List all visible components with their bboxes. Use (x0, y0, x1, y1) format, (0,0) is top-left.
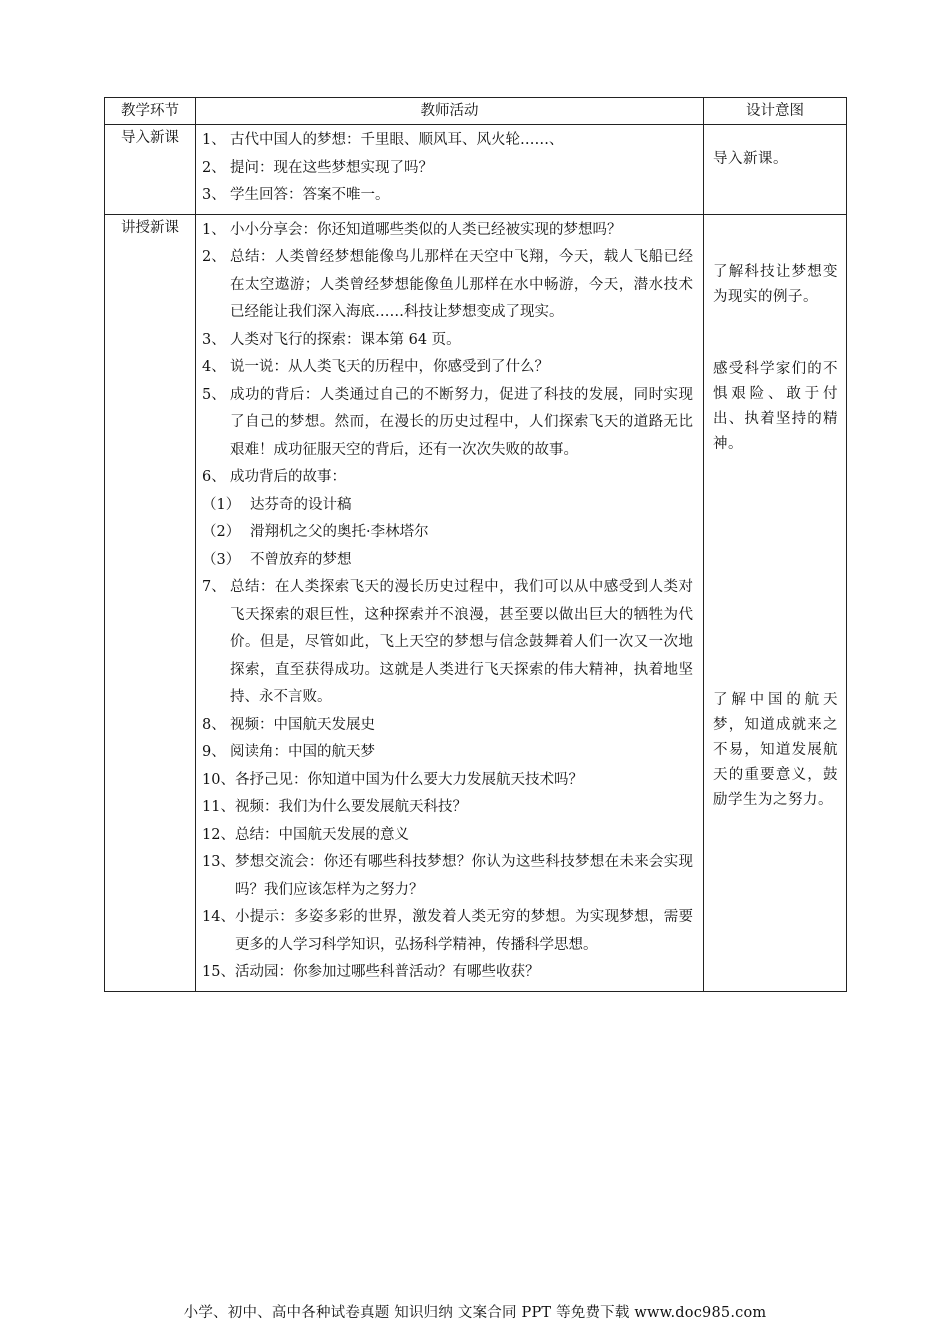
item-text: 提问：现在这些梦想实现了吗？ (230, 159, 433, 176)
list-item (202, 464, 693, 492)
item-number: 8、 (202, 716, 226, 733)
item-number: 12、 (202, 826, 235, 843)
stage-cell: 导入新课 (105, 125, 196, 215)
item-number: 2、 (202, 159, 226, 176)
item-number: 5、 (202, 386, 226, 403)
item-text: 视频：我们为什么要发展航天科技？ (234, 799, 467, 815)
list-item (202, 904, 693, 959)
item-text: 总结：中国航天发展的意义 (234, 826, 409, 843)
lesson-plan-table (104, 97, 847, 992)
sub-list-item (202, 519, 693, 547)
header-row (105, 98, 847, 125)
item-text: 梦想交流会：你还有哪些科技梦想？你认为这些科技梦想在未来会实现吗？我们应该怎样为之努力？ (234, 854, 693, 898)
list-item (202, 127, 693, 155)
list-item (202, 739, 693, 767)
list-item (202, 382, 693, 465)
page-footer: 小学、初中、高中各种试卷真题 知识归纳 文案合同 PPT 等免费下载 www.doc985.com (183, 1305, 767, 1321)
item-number: （3） (202, 551, 241, 568)
item-number: 1、 (202, 221, 226, 238)
intent-text: 了解科技让梦想变为现实的例子。 (713, 263, 838, 305)
item-text: 小小分享会：你还知道哪些类似的人类已经被实现的梦想吗？ (230, 221, 622, 238)
item-text: 小提示：多姿多彩的世界，激发着人类无穷的梦想。为实现梦想，需要更多的人学习科学知识，弘扬科学精神，传播科学思想。 (234, 909, 693, 953)
header-teacher-activity: 教师活动 (196, 98, 704, 125)
item-number: 15、 (202, 964, 235, 980)
item-number: （2） (202, 524, 241, 540)
intent-text: 了解中国的航天梦，知道成就来之不易，知道发展航天的重要意义，鼓励学生为之努力。 (713, 691, 838, 808)
list-item (202, 155, 693, 183)
item-text: 学生回答：答案不唯一。 (230, 187, 390, 203)
list-item (202, 712, 693, 740)
item-text: 总结：人类曾经梦想能像鸟儿那样在天空中飞翔，今天，载人飞船已经在太空遨游；人类曾经梦想能像鱼儿那样在水中畅游，今天，潜水技术已经能让我们深入海底……科技让梦想变成了现实。 (230, 249, 693, 320)
header-stage: 教学环节 (105, 98, 196, 125)
item-number: 7、 (202, 579, 226, 595)
item-text: 人类对飞行的探索：课本第 64 页。 (230, 331, 461, 348)
intent-cell (704, 125, 847, 215)
list-item (202, 794, 693, 822)
header-design-intent: 设计意图 (704, 98, 847, 125)
item-text: 达芬奇的设计稿 (250, 496, 352, 513)
list-item (202, 182, 693, 210)
item-text: 成功背后的故事： (230, 469, 346, 485)
sub-list-item (202, 492, 693, 520)
item-number: 4、 (202, 359, 226, 375)
item-text: 不曾放弃的梦想 (250, 551, 352, 568)
activity-cell (196, 214, 704, 991)
table-row (105, 125, 847, 215)
list-item (202, 822, 693, 850)
item-number: 6、 (202, 469, 226, 485)
item-text: 古代中国人的梦想：千里眼、顺风耳、风火轮……、 (230, 132, 564, 148)
item-number: 2、 (202, 249, 226, 265)
item-number: 13、 (202, 854, 235, 870)
list-item (202, 959, 693, 987)
item-text: 总结：在人类探索飞天的漫长历史过程中，我们可以从中感受到人类对飞天探索的艰巨性，这种探索并不浪漫，甚至要以做出巨大的牺牲为代价。但是，尽管如此，飞上天空的梦想与信念鼓舞着人们一次又一次地探索，直至获得成功。这就是人类进行飞天探索的伟大精神，执着地坚持、永不言败。 (230, 579, 693, 705)
intent-text: 感受科学家们的不惧艰险、敢于付出、执着坚持的精神。 (713, 360, 838, 452)
item-number: 9、 (202, 744, 226, 760)
list-item (202, 767, 693, 795)
item-text: 各抒己见：你知道中国为什么要大力发展航天技术吗？ (234, 771, 583, 788)
sub-list-item (202, 547, 693, 575)
table-row (105, 214, 847, 991)
list-item (202, 574, 693, 712)
item-number: 3、 (202, 187, 226, 203)
item-text: 阅读角：中国的航天梦 (230, 744, 375, 760)
list-item (202, 354, 693, 382)
activity-cell (196, 125, 704, 215)
item-text: 活动园：你参加过哪些科普活动？有哪些收获？ (234, 964, 540, 980)
intent-text: 导入新课。 (713, 151, 788, 167)
item-number: 14、 (202, 909, 235, 925)
item-text: 视频：中国航天发展史 (230, 716, 375, 733)
list-item (202, 849, 693, 904)
list-item (202, 327, 693, 355)
item-text: 说一说：从人类飞天的历程中，你感受到了什么？ (230, 359, 549, 375)
item-number: 3、 (202, 331, 226, 348)
item-number: 1、 (202, 132, 226, 148)
list-item (202, 217, 693, 245)
item-number: （1） (202, 496, 241, 513)
item-text: 成功的背后：人类通过自己的不断努力，促进了科技的发展，同时实现了自己的梦想。然而，在漫长的历史过程中，人们探索飞天的道路无比艰难！成功征服天空的背后，还有一次次失败的故事。 (230, 386, 693, 458)
item-number: 10、 (202, 771, 235, 788)
item-number: 11、 (202, 799, 235, 815)
item-text: 滑翔机之父的奥托·李林塔尔 (250, 524, 429, 540)
list-item (202, 244, 693, 327)
intent-cell (704, 214, 847, 991)
stage-cell: 讲授新课 (105, 214, 196, 991)
